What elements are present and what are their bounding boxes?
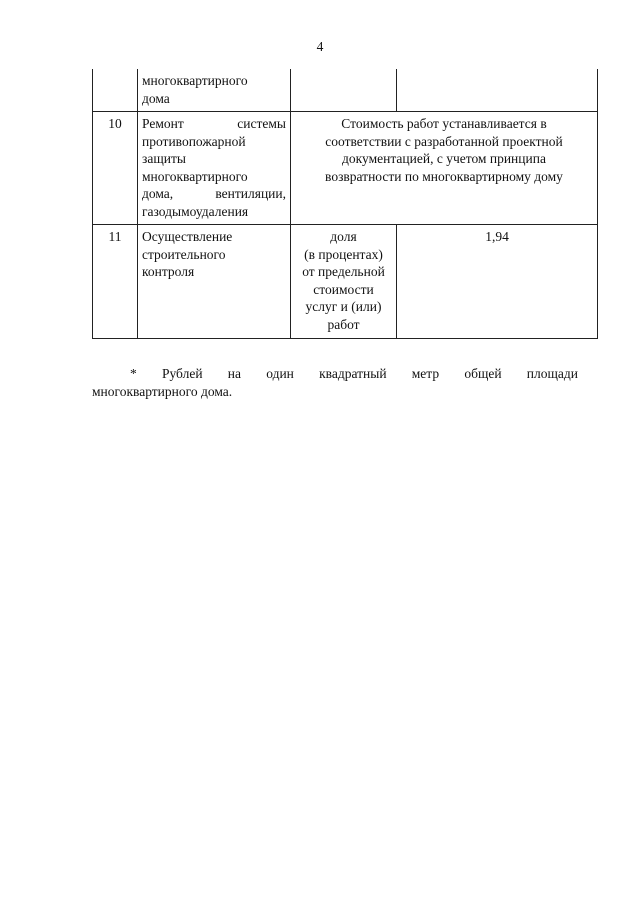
unit-cell [291,225,397,339]
footnote [92,365,578,401]
service-name-line: дома [142,90,170,106]
service-name-line: защиты [142,151,186,166]
unit-line: доля [330,229,357,244]
service-name-cell [138,225,291,339]
cost-note-line: документацией, с учетом принципа [342,151,546,166]
service-name-line: Ремонт системы [142,116,286,131]
table-row-10 [93,112,598,225]
table-row-continuation [93,69,598,112]
cost-note-line: возвратности по многоквартирному дому [325,168,563,184]
cost-note-line: Стоимость работ устанавливается в [341,116,547,131]
service-name-line: дома, вентиляции, [142,186,286,201]
cost-note-line: соответствии с разработанной проектной [325,133,563,149]
value-cell: 1,94 [397,225,598,339]
unit-cell [291,69,397,112]
service-name-line: Осуществление [142,229,233,244]
unit-line: от предельной [302,264,385,279]
service-name-line: противопожарной [142,133,246,149]
service-name-cell [138,112,291,225]
service-name-line: многоквартирного [142,168,248,184]
service-name-line: строительного [142,246,226,262]
row-number-cell [93,69,138,112]
unit-line: работ [327,316,360,332]
table-row-11 [93,225,598,339]
merged-cost-note-cell [291,112,598,225]
service-name-line: газодымоудаления [142,203,249,219]
footnote-line-1: * Рублей на один квадратный метр общей площади [130,366,578,381]
unit-line: услуг и (или) [305,299,382,314]
page-number: 4 [316,39,324,54]
footnote-line-2: многоквартирного дома. [92,384,233,399]
rates-table [92,69,598,339]
value-cell [397,69,598,112]
service-name-cell [138,69,291,112]
service-name-line: контроля [142,264,195,279]
unit-line: (в процентах) [304,246,383,262]
unit-line: стоимости [313,281,374,297]
row-number-cell: 11 [93,225,138,339]
service-name-line: многоквартирного [142,73,248,88]
row-number-cell: 10 [93,112,138,225]
